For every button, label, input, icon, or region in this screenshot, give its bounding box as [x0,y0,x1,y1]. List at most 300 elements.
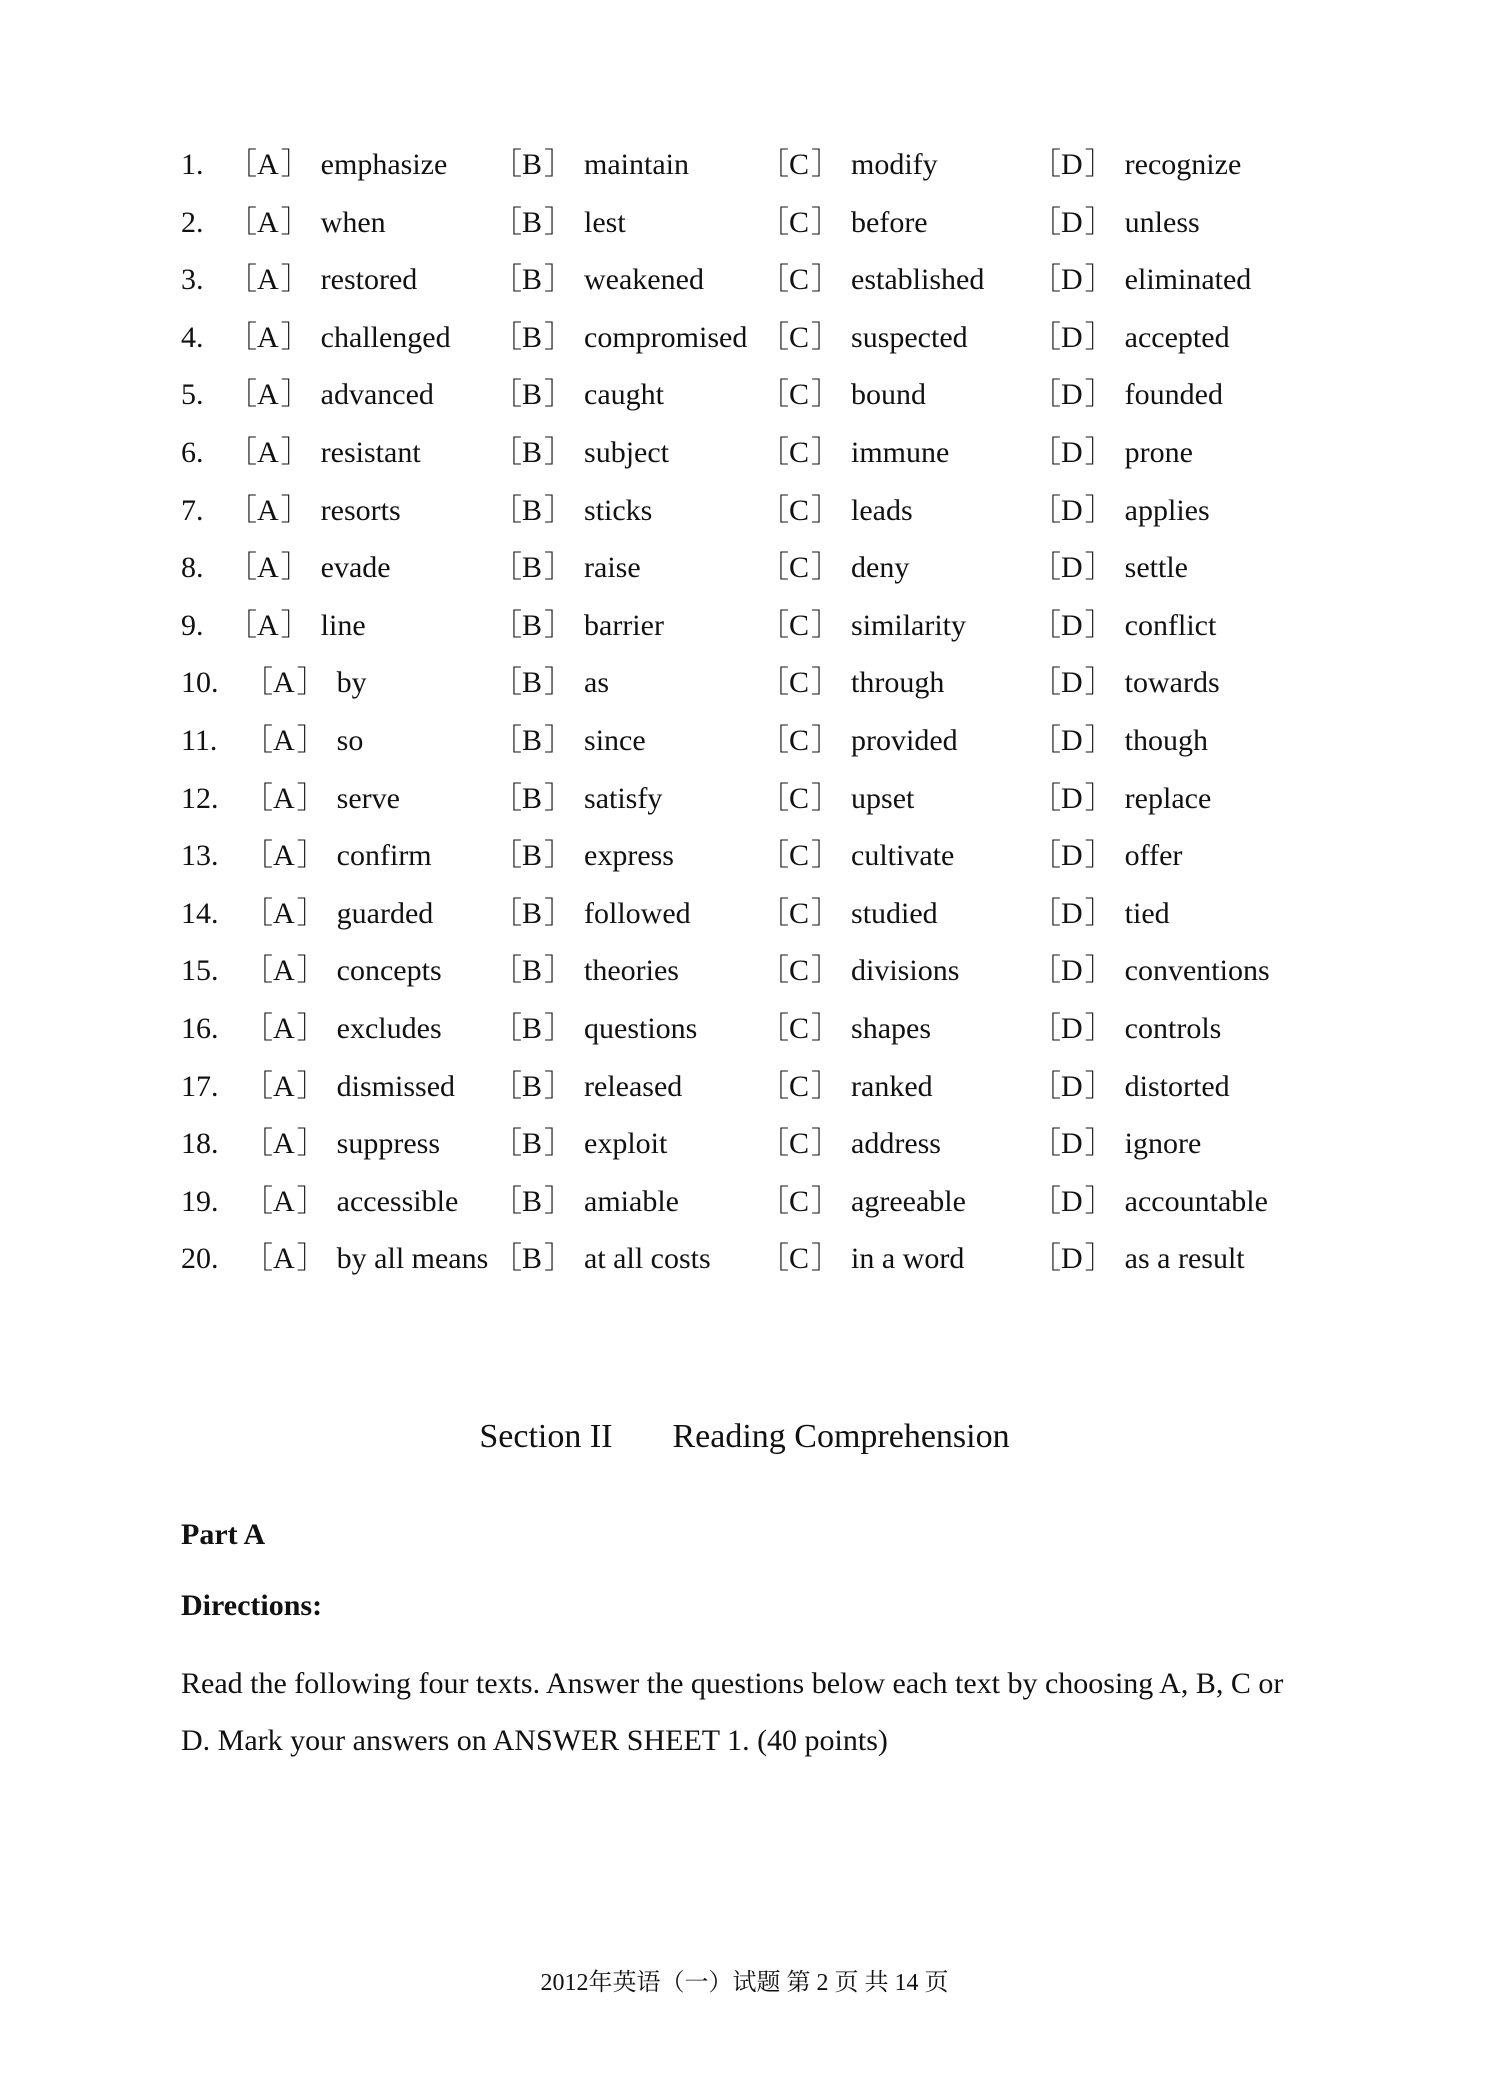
option-c [759,430,949,476]
option-letter: D [1061,148,1083,181]
bracket-close: ］ [296,839,327,873]
bracket-open: ［ [759,839,789,873]
question-number: 3. [181,263,204,297]
option-b [492,488,652,534]
bracket-close: ］ [1084,781,1115,815]
option-letter: D [1061,493,1083,527]
option-letter: B [522,1011,543,1045]
option-a [227,430,421,476]
bracket-close: ］ [1084,1069,1115,1103]
option-d [1031,257,1251,303]
bracket-close: ］ [1084,1127,1115,1161]
bracket-open: ［ [759,378,789,412]
option-text: questions [584,1011,698,1045]
bracket-close: ］ [280,608,311,642]
option-text: shapes [851,1011,931,1045]
option-letter: D [1061,781,1083,815]
option-b [492,1064,682,1110]
option-letter: C [789,1184,810,1218]
bracket-close: ］ [811,1184,842,1218]
bracket-open: ［ [759,608,789,642]
question-row [181,1064,1331,1122]
option-letter: B [522,1069,543,1103]
option-letter: C [789,551,810,585]
bracket-close: ］ [280,435,311,469]
bracket-close: ］ [544,723,575,757]
bracket-close: ］ [811,666,842,700]
bracket-close: ］ [811,608,842,642]
option-letter: D [1061,320,1083,354]
bracket-open: ［ [227,435,257,469]
question-number: 7. [181,493,204,527]
option-a [227,545,391,591]
option-text: since [584,723,646,757]
bracket-close: ］ [544,1242,575,1276]
option-letter: D [1061,1184,1083,1218]
option-b [492,948,679,994]
bracket-open: ［ [492,551,522,585]
question-number: 17. [181,1069,219,1103]
bracket-open: ［ [227,205,257,239]
section-heading [0,1418,1489,1456]
bracket-open: ［ [243,666,273,700]
option-text: cultivate [851,839,955,873]
option-c [759,1121,941,1167]
option-c [759,488,913,534]
bracket-close: ］ [280,320,311,354]
option-a [227,488,401,534]
option-text: eliminated [1124,263,1252,297]
option-text: bound [851,378,927,412]
question-row [181,776,1331,834]
option-letter: C [789,1242,810,1276]
option-c [759,833,954,879]
option-letter: B [522,839,543,873]
option-text: evade [320,551,391,585]
question-number: 10. [181,666,219,700]
question-number: 6. [181,435,204,469]
bracket-open: ［ [243,723,273,757]
option-d [1031,430,1193,476]
bracket-close: ］ [544,148,575,181]
bracket-open: ［ [759,896,789,930]
bracket-open: ［ [1031,263,1061,297]
bracket-open: ［ [1031,666,1061,700]
directions-text: Read the following four texts. Answer the questions below each text by choosing A, B, C or D. Mark your answers on ANSWER SHEET 1. (40 points) [181,1667,1284,1757]
bracket-close: ］ [280,551,311,585]
option-text: towards [1124,666,1220,700]
bracket-close: ］ [544,781,575,815]
bracket-close: ］ [280,148,311,181]
option-d [1031,372,1223,418]
option-a [243,891,433,937]
option-text: ranked [851,1069,933,1103]
option-letter: D [1061,263,1083,297]
bracket-close: ］ [544,378,575,412]
bracket-close: ］ [811,1127,842,1161]
bracket-close: ］ [811,1242,842,1276]
option-text: satisfy [584,781,663,815]
option-b [492,891,691,937]
option-letter: A [273,723,295,757]
option-letter: B [522,1127,543,1161]
bracket-close: ］ [296,1242,327,1276]
bracket-open: ［ [492,954,522,988]
bracket-open: ［ [492,493,522,527]
option-text: excludes [336,1011,442,1045]
option-a [243,1121,440,1167]
option-a [243,776,400,822]
question-row [181,315,1331,373]
question-number: 5. [181,378,204,412]
part-title: Part A [181,1518,266,1551]
option-b [492,1006,697,1052]
option-text: suppress [336,1127,441,1161]
bracket-close: ］ [544,320,575,354]
bracket-close: ］ [280,493,311,527]
bracket-close: ］ [811,723,842,757]
bracket-open: ［ [243,1011,273,1045]
option-text: established [851,263,985,297]
option-letter: C [789,493,810,527]
option-a [243,1236,488,1282]
option-a [227,200,386,246]
bracket-open: ［ [243,1184,273,1218]
option-text: address [851,1127,941,1161]
question-row [181,1236,1331,1294]
bracket-open: ［ [492,205,522,239]
option-text: weakened [584,263,704,297]
question-number: 12. [181,781,219,815]
bracket-open: ［ [1031,1242,1061,1276]
option-text: ignore [1124,1127,1202,1161]
option-letter: C [789,263,810,297]
option-letter: B [522,320,543,354]
option-letter: C [789,205,810,239]
option-text: accepted [1124,320,1230,354]
option-text: serve [336,781,400,815]
option-a [227,315,451,361]
question-row [181,1179,1331,1237]
option-letter: A [273,666,295,700]
option-letter: B [522,493,543,527]
option-letter: A [257,320,279,354]
bracket-close: ］ [544,1127,575,1161]
bracket-close: ］ [811,148,842,181]
bracket-close: ］ [811,1011,842,1045]
option-text: resorts [320,493,401,527]
option-letter: D [1061,723,1083,757]
option-letter: D [1061,896,1083,930]
bracket-close: ］ [296,1184,327,1218]
bracket-close: ］ [811,1069,842,1103]
option-d [1031,142,1241,188]
option-letter: B [522,1184,543,1218]
bracket-close: ］ [544,435,575,469]
bracket-close: ］ [296,1011,327,1045]
option-text: tied [1124,896,1170,930]
bracket-open: ［ [492,608,522,642]
bracket-open: ［ [759,263,789,297]
option-letter: B [522,954,543,988]
option-letter: A [273,781,295,815]
bracket-close: ］ [811,205,842,239]
option-letter: A [273,1069,295,1103]
option-letter: D [1061,378,1083,412]
option-d [1031,891,1170,937]
option-letter: C [789,320,810,354]
option-b [492,142,689,188]
bracket-open: ［ [243,781,273,815]
bracket-open: ［ [1031,378,1061,412]
option-text: accountable [1124,1184,1268,1218]
option-a [227,603,366,649]
bracket-close: ］ [1084,1011,1115,1045]
section-number: Section II [479,1418,613,1455]
option-letter: C [789,666,810,700]
option-letter: A [257,551,279,585]
option-letter: D [1061,666,1083,700]
question-row [181,948,1331,1006]
option-text: when [320,205,386,239]
option-letter: C [789,378,810,412]
option-letter: A [257,493,279,527]
bracket-close: ］ [1084,839,1115,873]
question-row [181,603,1331,661]
bracket-open: ［ [1031,1127,1061,1161]
option-text: recognize [1124,148,1242,181]
option-text: settle [1124,551,1188,585]
option-letter: D [1061,608,1083,642]
option-text: conventions [1124,954,1270,988]
bracket-close: ］ [1084,1184,1115,1218]
option-b [492,660,609,706]
option-letter: B [522,723,543,757]
option-letter: C [789,148,810,181]
bracket-close: ］ [544,608,575,642]
question-row [181,142,1331,200]
option-c [759,660,944,706]
bracket-open: ［ [1031,954,1061,988]
bracket-close: ］ [544,263,575,297]
bracket-open: ［ [1031,148,1061,181]
bracket-close: ］ [1084,493,1115,527]
bracket-open: ［ [492,378,522,412]
option-d [1031,545,1188,591]
bracket-close: ］ [1084,896,1115,930]
option-text: theories [584,954,679,988]
bracket-open: ［ [1031,435,1061,469]
bracket-close: ］ [811,263,842,297]
bracket-open: ［ [227,378,257,412]
option-text: advanced [320,378,434,412]
bracket-open: ［ [227,263,257,297]
bracket-open: ［ [243,1069,273,1103]
bracket-close: ］ [544,1011,575,1045]
question-row [181,718,1331,776]
option-d [1031,488,1210,534]
option-c [759,603,966,649]
bracket-close: ］ [811,551,842,585]
bracket-close: ］ [296,781,327,815]
option-letter: C [789,954,810,988]
bracket-close: ］ [280,263,311,297]
option-b [492,315,747,361]
option-a [243,660,367,706]
question-number: 15. [181,954,219,988]
bracket-open: ［ [1031,493,1061,527]
option-text: studied [851,896,938,930]
option-text: similarity [851,608,967,642]
bracket-close: ］ [544,896,575,930]
option-a [243,1064,455,1110]
bracket-open: ［ [759,1069,789,1103]
bracket-open: ［ [492,148,522,181]
option-b [492,1121,667,1167]
option-a [243,833,432,879]
directions-title: Directions: [181,1589,323,1622]
option-text: deny [851,551,910,585]
option-c [759,1179,966,1225]
bracket-open: ［ [1031,320,1061,354]
option-letter: D [1061,435,1083,469]
bracket-open: ［ [759,493,789,527]
option-d [1031,1179,1268,1225]
bracket-open: ［ [1031,1011,1061,1045]
option-c [759,257,984,303]
bracket-open: ［ [759,551,789,585]
option-letter: A [257,378,279,412]
option-a [243,718,363,764]
option-letter: B [522,1242,543,1276]
option-b [492,1179,679,1225]
bracket-open: ［ [759,1184,789,1218]
option-b [492,718,646,764]
option-text: immune [851,435,950,469]
option-b [492,257,704,303]
bracket-open: ［ [243,839,273,873]
bracket-close: ］ [811,839,842,873]
bracket-open: ［ [759,435,789,469]
option-letter: C [789,896,810,930]
bracket-open: ［ [227,551,257,585]
option-c [759,891,938,937]
bracket-close: ］ [811,781,842,815]
option-letter: B [522,896,543,930]
bracket-close: ］ [296,954,327,988]
option-text: founded [1124,378,1223,412]
bracket-open: ［ [1031,1069,1061,1103]
bracket-open: ［ [1031,896,1061,930]
bracket-close: ］ [1084,551,1115,585]
bracket-open: ［ [759,1242,789,1276]
option-a [227,142,447,188]
option-letter: B [522,205,543,239]
bracket-close: ］ [296,896,327,930]
option-b [492,200,626,246]
question-row [181,372,1331,430]
option-c [759,1236,964,1282]
question-number: 8. [181,551,204,585]
question-row [181,257,1331,315]
option-letter: A [273,954,295,988]
option-text: concepts [336,954,442,988]
bracket-open: ［ [492,320,522,354]
option-letter: C [789,1011,810,1045]
question-number: 2. [181,205,204,239]
bracket-open: ［ [492,723,522,757]
option-c [759,776,914,822]
option-c [759,372,926,418]
option-d [1031,1064,1230,1110]
option-text: express [584,839,674,873]
question-row [181,833,1331,891]
option-d [1031,1121,1201,1167]
option-text: distorted [1124,1069,1230,1103]
section-title: Reading Comprehension [672,1418,1010,1455]
option-b [492,545,641,591]
option-text: provided [851,723,958,757]
option-a [227,372,434,418]
option-text: followed [584,896,691,930]
bracket-open: ［ [243,1242,273,1276]
bracket-open: ［ [243,896,273,930]
option-d [1031,718,1208,764]
option-text: in a word [851,1242,965,1276]
option-letter: D [1061,551,1083,585]
option-text: exploit [584,1127,668,1161]
question-number: 18. [181,1127,219,1161]
option-text: controls [1124,1011,1222,1045]
bracket-close: ］ [1084,320,1115,354]
bracket-open: ［ [492,435,522,469]
option-text: divisions [851,954,960,988]
option-text: subject [584,435,669,469]
question-number: 16. [181,1011,219,1045]
option-text: raise [584,551,641,585]
option-a [243,948,442,994]
option-text: barrier [584,608,664,642]
bracket-open: ［ [1031,205,1061,239]
bracket-open: ［ [492,896,522,930]
bracket-open: ［ [759,148,789,181]
option-text: lest [584,205,626,239]
bracket-close: ］ [544,839,575,873]
option-letter: C [789,435,810,469]
option-letter: B [522,148,543,181]
bracket-open: ［ [227,148,257,181]
option-c [759,200,928,246]
bracket-open: ［ [1031,1184,1061,1218]
option-letter: D [1061,1069,1083,1103]
bracket-close: ］ [544,1069,575,1103]
bracket-open: ［ [759,954,789,988]
bracket-open: ［ [492,1127,522,1161]
option-b [492,603,664,649]
bracket-open: ［ [759,723,789,757]
option-c [759,1006,931,1052]
bracket-close: ］ [1084,666,1115,700]
bracket-close: ］ [544,493,575,527]
option-text: amiable [584,1184,679,1218]
option-text: as [584,666,610,700]
option-text: though [1124,723,1209,757]
bracket-close: ］ [544,666,575,700]
bracket-open: ［ [227,493,257,527]
question-number: 13. [181,839,219,873]
option-letter: D [1061,205,1083,239]
bracket-close: ］ [1084,148,1115,181]
